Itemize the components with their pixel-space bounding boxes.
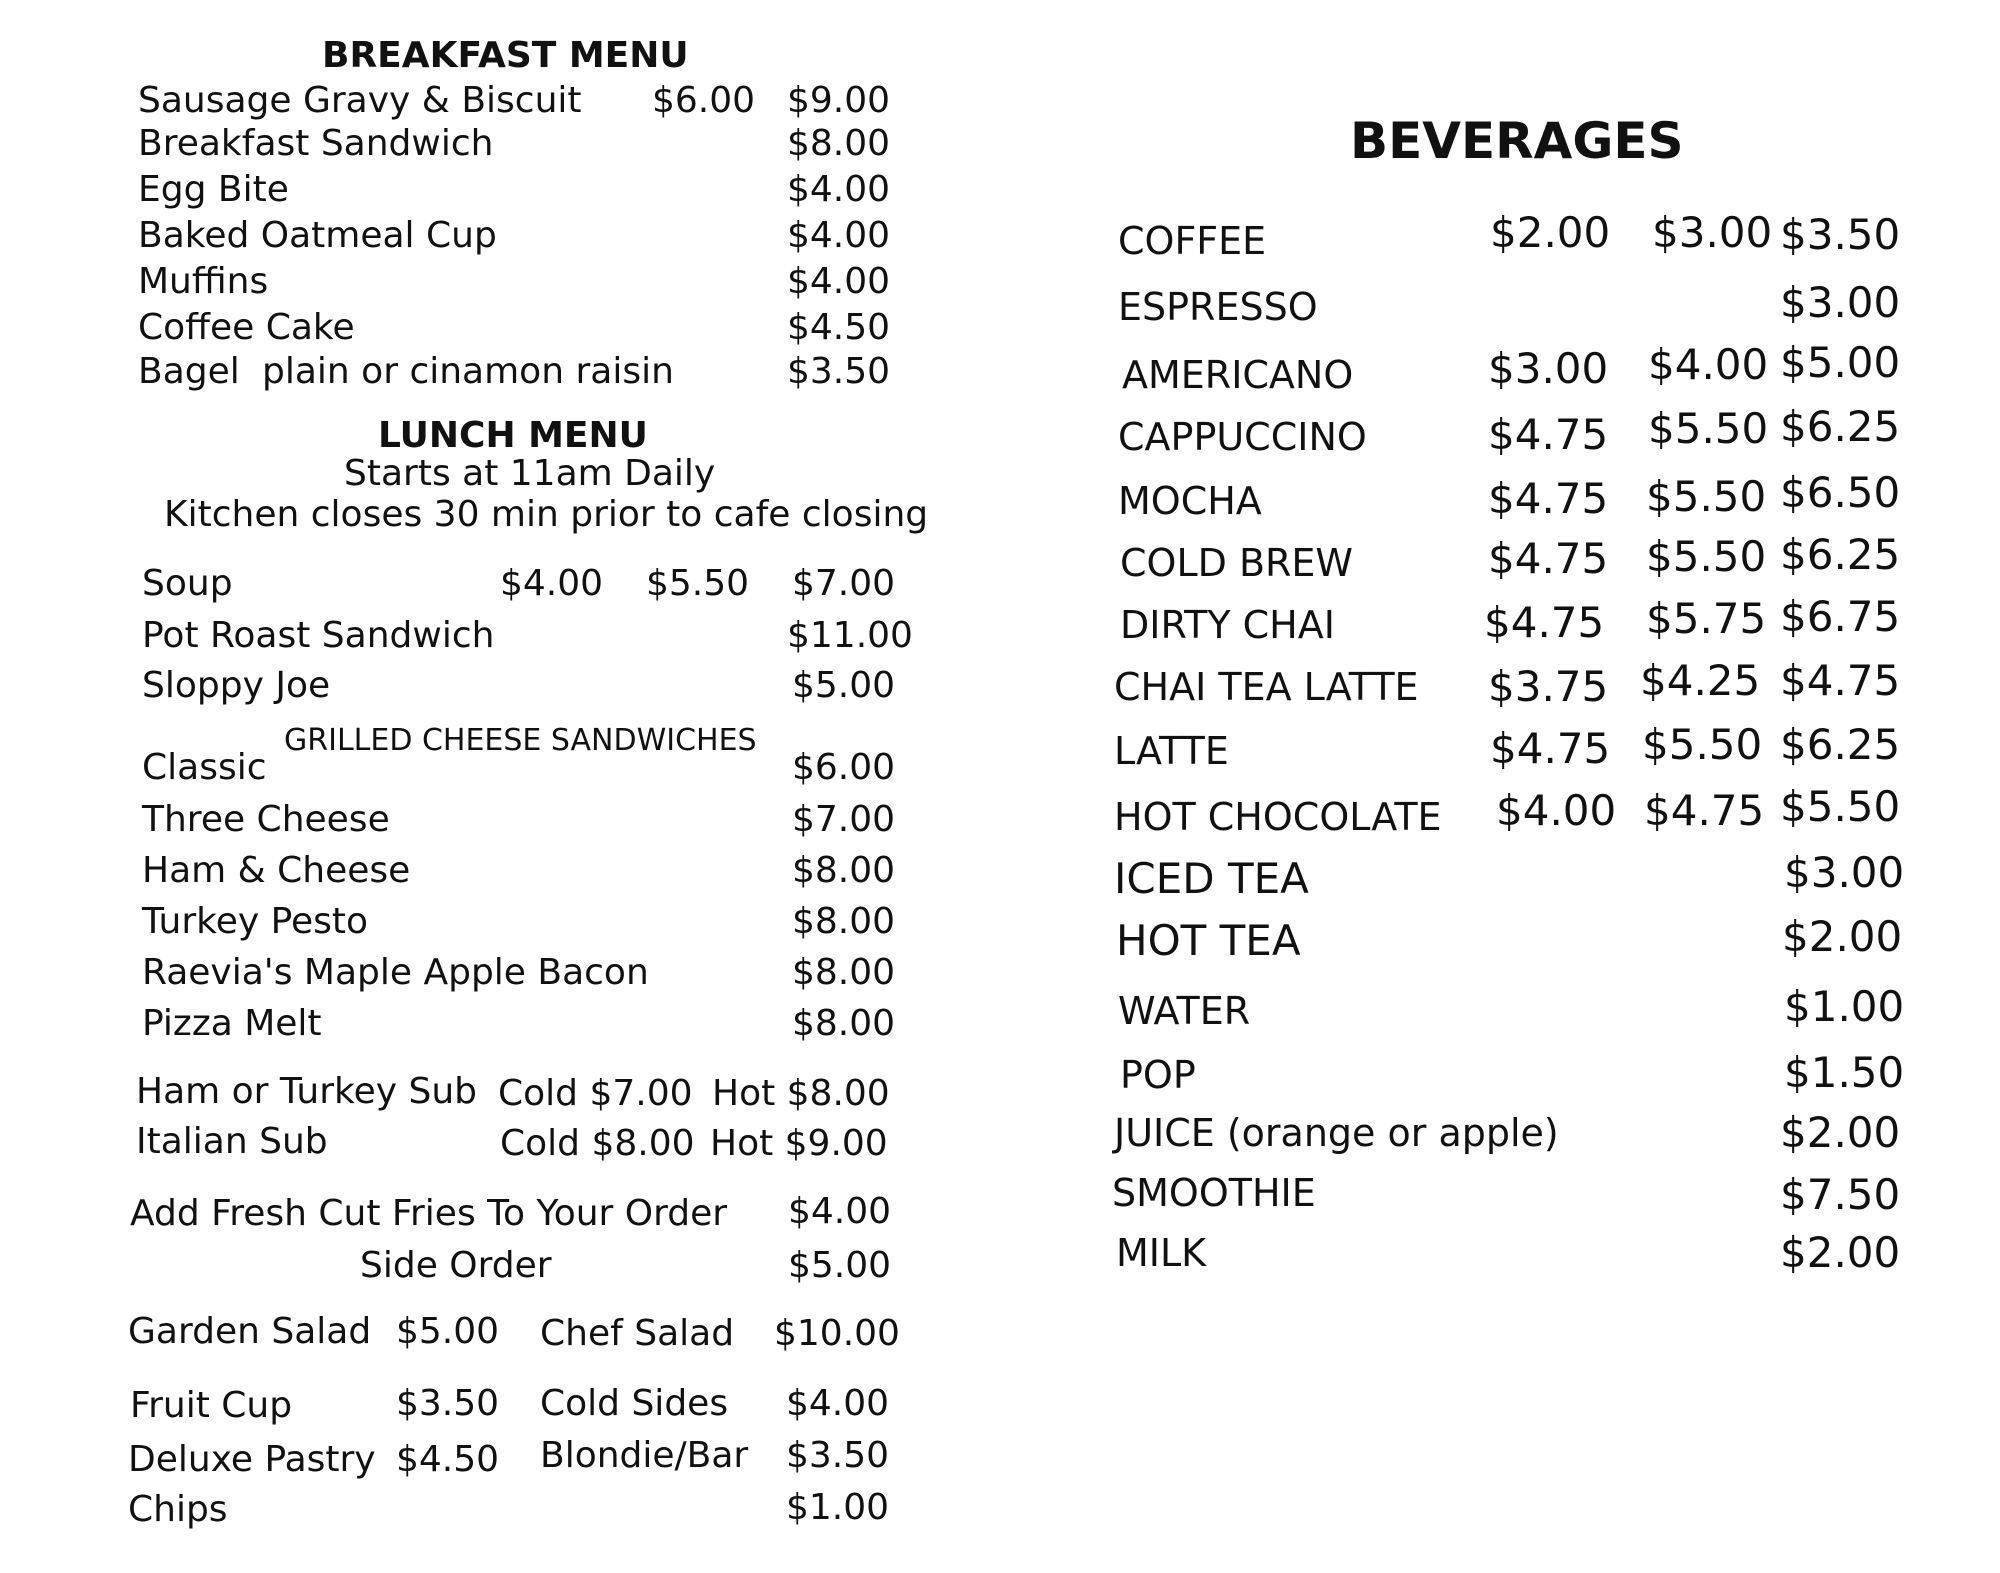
beverage-price-large: $5.00 xyxy=(1780,338,1901,387)
breakfast-item-price: $9.00 xyxy=(787,80,891,121)
side-order-price: $5.00 xyxy=(788,1245,892,1286)
soup-price-cup: $4.00 xyxy=(500,563,604,604)
garden-salad-price: $5.00 xyxy=(396,1311,500,1352)
beverage-price-large: $6.25 xyxy=(1780,720,1901,769)
beverage-price-small: $4.75 xyxy=(1488,410,1609,459)
beverage-price-medium: $5.50 xyxy=(1646,532,1767,581)
sloppy-joe-name: Sloppy Joe xyxy=(142,665,331,706)
beverage-price-small: $4.00 xyxy=(1496,786,1617,835)
garden-salad-name: Garden Salad xyxy=(128,1311,372,1352)
beverage-name: CHAI TEA LATTE xyxy=(1114,665,1419,709)
sub-item-hot: Hot $9.00 xyxy=(710,1123,888,1164)
breakfast-item-name: Baked Oatmeal Cup xyxy=(138,215,497,256)
grilled-item-name: Turkey Pesto xyxy=(142,901,369,942)
breakfast-item-name: Sausage Gravy & Biscuit xyxy=(138,80,582,121)
grilled-item-price: $6.00 xyxy=(792,747,896,788)
deluxe-pastry-price: $4.50 xyxy=(396,1439,500,1480)
sub-item-name: Ham or Turkey Sub xyxy=(136,1071,478,1112)
beverage-price-large: $6.75 xyxy=(1780,592,1901,641)
beverage-name: ICED TEA xyxy=(1114,854,1309,903)
beverage-price-large: $1.00 xyxy=(1784,982,1905,1031)
beverage-price-small: $4.75 xyxy=(1490,724,1611,773)
breakfast-item-price: $4.00 xyxy=(787,261,891,302)
beverage-name: SMOOTHIE xyxy=(1112,1171,1316,1215)
breakfast-item-price: $8.00 xyxy=(787,123,891,164)
beverage-price-small: $2.00 xyxy=(1490,208,1611,257)
sub-item-cold: Cold $8.00 xyxy=(500,1123,695,1164)
beverage-name: POP xyxy=(1120,1053,1196,1097)
lunch-subtitle-hours: Starts at 11am Daily xyxy=(344,453,716,494)
beverage-price-small: $4.75 xyxy=(1488,534,1609,583)
grilled-item-name: Three Cheese xyxy=(142,799,390,840)
beverage-name: COFFEE xyxy=(1118,219,1267,263)
fries-price: $4.00 xyxy=(788,1191,892,1232)
grilled-item-name: Pizza Melt xyxy=(142,1003,322,1044)
beverage-price-large: $3.00 xyxy=(1784,848,1905,897)
breakfast-item-name: Egg Bite xyxy=(138,169,289,210)
lunch-title: LUNCH MENU xyxy=(378,415,648,456)
lunch-subtitle-kitchen: Kitchen closes 30 min prior to cafe closing xyxy=(164,494,929,535)
grilled-item-name: Raevia's Maple Apple Bacon xyxy=(142,952,649,993)
breakfast-item-note: plain or cinamon raisin xyxy=(262,351,674,392)
pot-roast-price: $11.00 xyxy=(787,615,913,656)
beverage-price-large: $4.75 xyxy=(1780,656,1901,705)
cold-sides-name: Cold Sides xyxy=(540,1383,729,1424)
breakfast-title: BREAKFAST MENU xyxy=(322,35,689,76)
grilled-item-price: $8.00 xyxy=(792,952,896,993)
grilled-item-name: Classic xyxy=(142,747,267,788)
beverage-name: LATTE xyxy=(1114,729,1229,773)
beverage-price-medium: $4.75 xyxy=(1644,786,1765,835)
breakfast-item-price: $4.00 xyxy=(787,215,891,256)
beverage-price-small: $4.75 xyxy=(1488,474,1609,523)
soup-price-bowl: $5.50 xyxy=(646,563,750,604)
beverage-price-large: $7.50 xyxy=(1780,1170,1901,1219)
beverage-price-large: $2.00 xyxy=(1782,912,1903,961)
breakfast-item-price-small: $6.00 xyxy=(652,80,756,121)
beverage-name: CAPPUCCINO xyxy=(1118,415,1367,459)
beverage-price-medium: $5.75 xyxy=(1646,594,1767,643)
grilled-item-price: $8.00 xyxy=(792,901,896,942)
soup-price-large: $7.00 xyxy=(792,563,896,604)
soup-name: Soup xyxy=(142,563,233,604)
fries-label: Add Fresh Cut Fries To Your Order xyxy=(130,1193,728,1234)
fruit-cup-name: Fruit Cup xyxy=(130,1385,293,1426)
breakfast-item-name: Muffins xyxy=(138,261,269,302)
breakfast-item-price: $3.50 xyxy=(787,351,891,392)
side-order-label: Side Order xyxy=(360,1245,552,1286)
beverage-name: COLD BREW xyxy=(1120,541,1354,585)
blondie-name: Blondie/Bar xyxy=(540,1435,749,1476)
beverage-price-large: $6.25 xyxy=(1780,402,1901,451)
beverage-price-large: $3.00 xyxy=(1780,278,1901,327)
chef-salad-name: Chef Salad xyxy=(540,1313,735,1354)
beverage-price-medium: $5.50 xyxy=(1646,472,1767,521)
sub-item-cold: Cold $7.00 xyxy=(498,1073,693,1114)
breakfast-item-price: $4.00 xyxy=(787,169,891,210)
sub-item-hot: Hot $8.00 xyxy=(712,1073,890,1114)
beverage-name: MILK xyxy=(1116,1231,1207,1275)
beverage-name: AMERICANO xyxy=(1122,353,1354,397)
beverages-title: BEVERAGES xyxy=(1350,112,1684,170)
chips-name: Chips xyxy=(128,1489,228,1530)
blondie-price: $3.50 xyxy=(786,1435,890,1476)
beverage-name: DIRTY CHAI xyxy=(1120,603,1335,647)
beverage-price-small: $3.75 xyxy=(1488,662,1609,711)
beverage-name: MOCHA xyxy=(1118,479,1262,523)
beverage-price-small: $4.75 xyxy=(1484,598,1605,647)
chips-price: $1.00 xyxy=(786,1487,890,1528)
grilled-cheese-heading: GRILLED CHEESE SANDWICHES xyxy=(284,723,757,758)
beverage-price-large: $6.50 xyxy=(1780,468,1901,517)
breakfast-item-price: $4.50 xyxy=(787,307,891,348)
fruit-cup-price: $3.50 xyxy=(396,1383,500,1424)
beverage-price-medium: $4.25 xyxy=(1640,656,1761,705)
beverage-price-small: $3.00 xyxy=(1488,344,1609,393)
beverage-name: HOT TEA xyxy=(1116,916,1301,965)
grilled-item-price: $8.00 xyxy=(792,850,896,891)
beverage-price-large: $1.50 xyxy=(1784,1048,1905,1097)
beverage-name: ESPRESSO xyxy=(1118,285,1318,329)
beverage-price-large: $2.00 xyxy=(1780,1108,1901,1157)
beverage-name: WATER xyxy=(1118,989,1251,1033)
pot-roast-name: Pot Roast Sandwich xyxy=(142,615,495,656)
grilled-item-price: $7.00 xyxy=(792,799,896,840)
breakfast-item-name: Bagel xyxy=(138,351,240,392)
breakfast-item-name: Coffee Cake xyxy=(138,307,355,348)
beverage-price-large: $2.00 xyxy=(1780,1228,1901,1277)
beverage-name: JUICE (orange or apple) xyxy=(1114,1111,1559,1155)
grilled-item-price: $8.00 xyxy=(792,1003,896,1044)
sloppy-joe-price: $5.00 xyxy=(792,665,896,706)
beverage-price-medium: $4.00 xyxy=(1648,340,1769,389)
beverage-name: HOT CHOCOLATE xyxy=(1114,795,1442,839)
deluxe-pastry-name: Deluxe Pastry xyxy=(128,1439,376,1480)
cold-sides-price: $4.00 xyxy=(786,1383,890,1424)
breakfast-item-name: Breakfast Sandwich xyxy=(138,123,494,164)
beverage-price-large: $6.25 xyxy=(1780,530,1901,579)
beverage-price-large: $5.50 xyxy=(1780,782,1901,831)
beverage-price-medium: $5.50 xyxy=(1642,720,1763,769)
beverage-price-large: $3.50 xyxy=(1780,210,1901,259)
beverage-price-medium: $5.50 xyxy=(1648,404,1769,453)
grilled-item-name: Ham & Cheese xyxy=(142,850,411,891)
chef-salad-price: $10.00 xyxy=(774,1313,900,1354)
beverage-price-medium: $3.00 xyxy=(1652,208,1773,257)
sub-item-name: Italian Sub xyxy=(136,1121,328,1162)
